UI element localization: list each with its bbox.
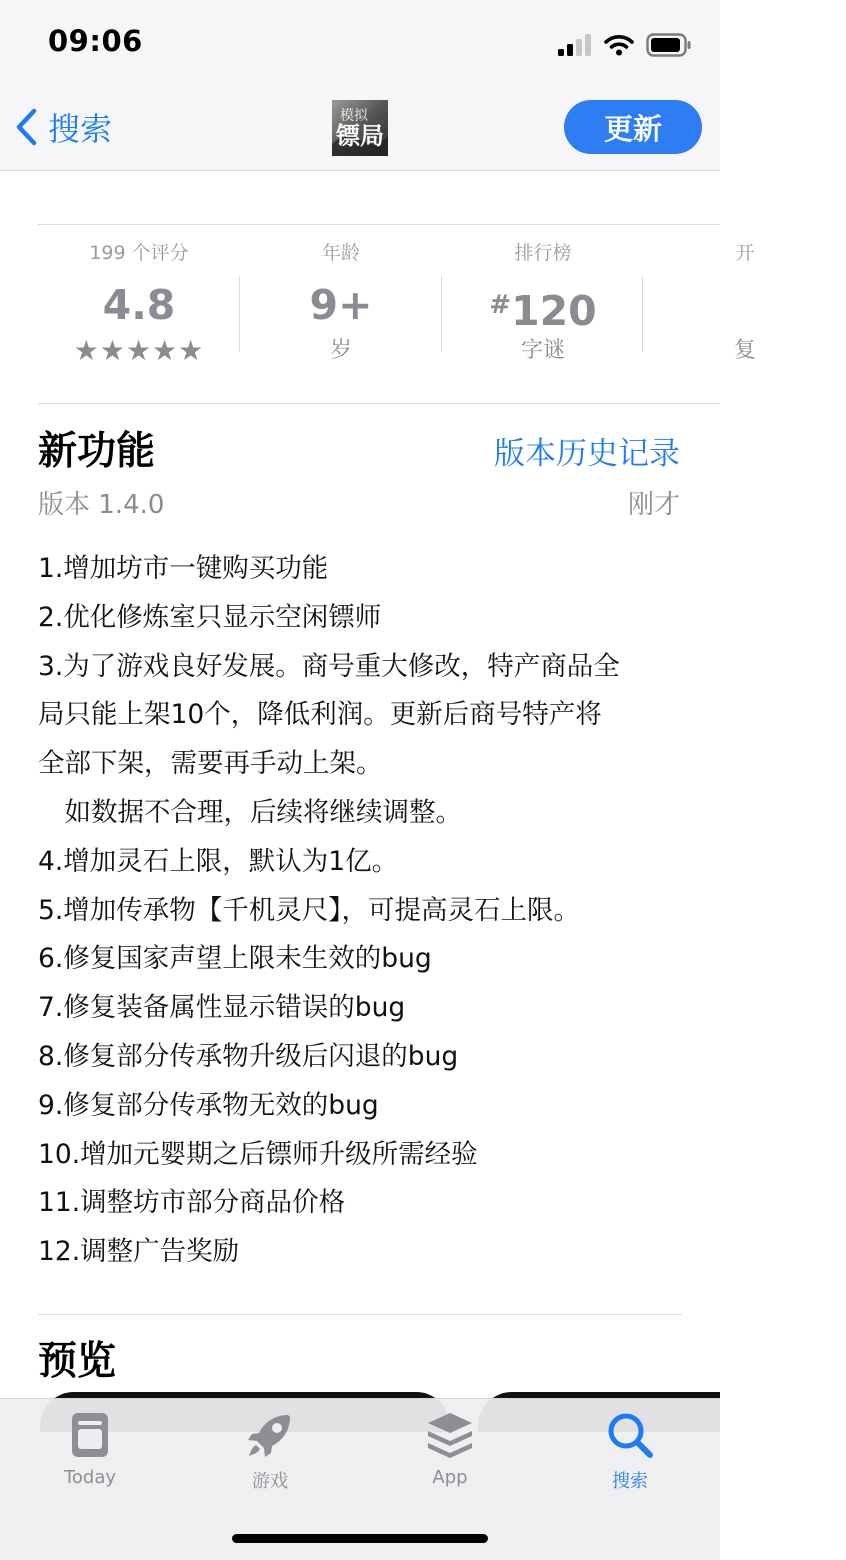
- stat-developer-label: 开: [735, 242, 755, 264]
- release-note-line: 9.修复部分传承物无效的bug: [38, 1089, 379, 1121]
- release-note-line: 全部下架，需要再手动上架。: [38, 748, 383, 780]
- tab-search-label: 搜索: [612, 1471, 648, 1492]
- release-notes: [38, 545, 684, 1277]
- tab-apps-label: App: [432, 1467, 468, 1488]
- status-time: 09:06: [48, 24, 143, 58]
- release-note-line: 10.增加元婴期之后镖师升级所需经验: [38, 1138, 478, 1170]
- release-note-line: 6.修复国家声望上限未生效的bug: [38, 943, 432, 975]
- stat-chart-category: 字谜: [520, 338, 565, 363]
- tab-today[interactable]: [30, 1409, 150, 1488]
- back-button[interactable]: [14, 104, 112, 150]
- stat-chart: [442, 240, 644, 366]
- today-icon: [64, 1409, 116, 1461]
- info-stats-strip[interactable]: [38, 240, 756, 390]
- tab-games[interactable]: [210, 1409, 330, 1493]
- search-icon: [604, 1409, 656, 1461]
- svg-text:模拟: 模拟: [340, 108, 368, 124]
- tab-apps[interactable]: [390, 1409, 510, 1488]
- release-time: 刚才: [627, 490, 680, 520]
- tab-games-label: 游戏: [252, 1471, 288, 1492]
- stat-age: [240, 240, 442, 366]
- battery-icon: [646, 33, 692, 57]
- stat-age-sub: 岁: [329, 338, 352, 363]
- rocket-icon: [244, 1409, 296, 1461]
- top-divider: [38, 224, 720, 225]
- release-note-line: 2.优化修炼室只显示空闲镖师: [38, 601, 382, 633]
- back-button-label: 搜索: [48, 110, 113, 148]
- release-note-line: 5.增加传承物【千机灵尺】，可提高灵石上限。: [38, 894, 581, 926]
- release-note-line: 1.增加坊市一键购买功能: [38, 553, 329, 584]
- release-note-line: 局只能上架10个，降低利润。更新后商号特产将: [38, 699, 602, 731]
- preview-title: 预览: [38, 1339, 117, 1384]
- release-note-line: 8.修复部分传承物升级后闪退的bug: [38, 1040, 459, 1072]
- stat-divider: [642, 276, 643, 352]
- stat-developer-partial: [644, 240, 846, 366]
- stat-ratings-value: 4.8: [102, 281, 176, 329]
- stat-ratings: [38, 240, 240, 368]
- app-icon: [332, 100, 388, 156]
- status-bar: [0, 0, 720, 88]
- stat-chart-rank: 120: [511, 287, 597, 335]
- version-history-link[interactable]: 版本历史记录: [494, 436, 680, 472]
- release-note-line: 11.调整坊市部分商品价格: [38, 1187, 346, 1219]
- stat-age-label: 年龄: [321, 242, 360, 264]
- app-stack-icon: [424, 1409, 476, 1461]
- stat-age-value: 9+: [309, 281, 373, 329]
- preview-divider: [38, 1314, 682, 1315]
- stat-ratings-label: 199 个评分: [89, 242, 189, 264]
- release-note-line: 如数据不合理，后续将继续调整。: [38, 796, 462, 828]
- stat-chart-label: 排行榜: [514, 242, 572, 264]
- release-note-line: 3.为了游戏良好发展。商号重大修改，特产商品全: [38, 650, 620, 682]
- update-button[interactable]: 更新: [564, 100, 702, 154]
- tab-today-label: Today: [63, 1467, 117, 1488]
- release-note-line: 7.修复装备属性显示错误的bug: [38, 992, 406, 1024]
- svg-text:镖局: 镖局: [336, 121, 384, 150]
- release-note-line: 12.调整广告奖励: [38, 1236, 240, 1268]
- rating-stars-icon: ★★★★★: [73, 334, 205, 367]
- chevron-left-icon: [14, 107, 40, 147]
- wifi-icon: [604, 34, 634, 56]
- stats-divider: [38, 403, 720, 404]
- home-indicator: [232, 1534, 488, 1543]
- version-number: 版本 1.4.0: [38, 490, 165, 520]
- stat-chart-value: [442, 280, 644, 335]
- stat-developer-sub: 复: [733, 338, 756, 363]
- navigation-bar: [0, 88, 720, 171]
- stat-chart-hash: #: [489, 290, 512, 320]
- status-icons: [558, 30, 692, 60]
- release-note-line: 4.增加灵石上限，默认为1亿。: [38, 845, 399, 877]
- cellular-signal-icon: [558, 34, 592, 56]
- whats-new-title: 新功能: [38, 429, 156, 474]
- tab-search[interactable]: [570, 1409, 690, 1493]
